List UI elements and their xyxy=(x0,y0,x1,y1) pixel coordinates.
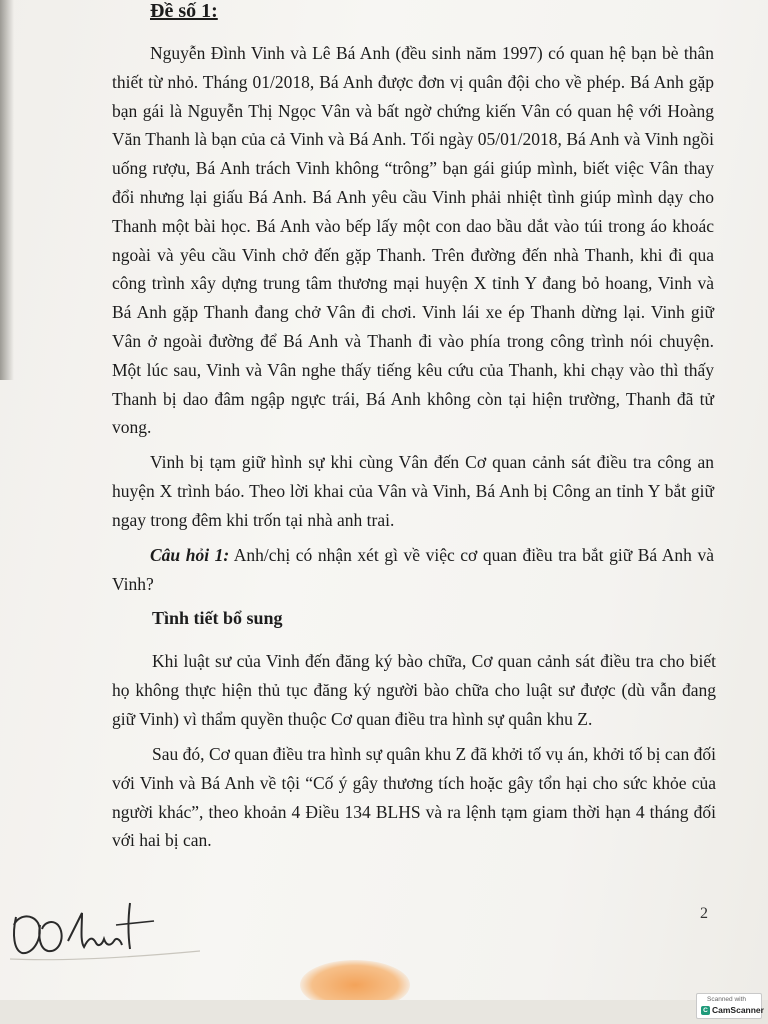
question-text: Anh/chị có nhận xét gì về việc cơ quan điều tra bắt giữ Bá Anh và Vinh? xyxy=(112,545,714,594)
paragraph-prosecution: Sau đó, Cơ quan điều tra hình sự quân khu Z đã khởi tố vụ án, khởi tố bị can đối với Vinh và Bá Anh về tội “Cố ý gây thương tích hoặc gây tổn hại cho sức khỏe của người khác”, theo khoản 4 Điều 134 BLHS và ra lệnh tạm giam thời hạn 4 tháng đối với hai bị can. xyxy=(112,744,716,851)
page-number: 2 xyxy=(700,905,708,922)
question-label: Câu hỏi 1: xyxy=(150,545,230,565)
camscanner-watermark xyxy=(696,993,762,1019)
signature-icon xyxy=(4,895,204,965)
exam-heading: Đề số 1: xyxy=(150,0,218,22)
page-shadow xyxy=(0,0,14,380)
paragraph-detention: Vinh bị tạm giữ hình sự khi cùng Vân đến Cơ quan cảnh sát điều tra công an huyện X trình báo. Theo lời khai của Vân và Vinh, Bá Anh bị Công an tỉnh Y bắt giữ ngay trong đêm khi trốn tại nhà anh trai. xyxy=(112,452,714,530)
paragraph-case-facts: Nguyễn Đình Vinh và Lê Bá Anh (đều sinh năm 1997) có quan hệ bạn bè thân thiết từ nhỏ. Tháng 01/2018, Bá Anh được đơn vị quân đội cho về phép. Bá Anh gặp bạn gái là Nguyễn Thị Ngọc Vân và bất ngờ chứng kiến Vân có quan hệ với Hoàng Văn Thanh là bạn của cả Vinh và Bá Anh. Tối ngày 05/01/2018, Bá Anh và Vinh ngồi uống rượu, Bá Anh trách Vinh không “trông” bạn gái giúp mình, biết việc Vân thay đổi nhưng lại giấu Bá Anh. Bá Anh yêu cầu Vinh phải nhiệt tình giúp mình dạy cho Thanh một bài học. Bá Anh vào bếp lấy một con dao bầu dắt vào túi trong áo khoác ngoài và yêu cầu Vinh chở đến gặp Thanh. Trên đường đến nhà Thanh, khi đi qua công trình xây dựng trung tâm thương mại huyện X tỉnh Y đang bỏ hoang, Vinh và Bá Anh gặp Thanh đang chở Vân đi chơi. Vinh lái xe ép Thanh dừng lại. Vinh giữ Vân ở ngoài đường để Bá Anh và Thanh đi vào phía trong công trình nói chuyện. Một lúc sau, Vinh và Vân nghe thấy tiếng kêu cứu của Thanh, khi chạy vào thì thấy Thanh bị dao đâm ngập ngực trái, Bá Anh không còn tại hiện trường, Thanh đã tử vong. xyxy=(112,43,714,438)
supplementary-subheading: Tình tiết bổ sung xyxy=(152,608,283,628)
watermark-caption: Scanned with xyxy=(707,996,747,1003)
camscanner-logo-icon: C xyxy=(701,1006,710,1015)
paragraph-defense-lawyer: Khi luật sư của Vinh đến đăng ký bào chữa, Cơ quan cảnh sát điều tra cho biết họ không thực hiện thủ tục đăng ký người bào chữa cho luật sư được (dù vẫn đang giữ Vinh) vì thẩm quyền thuộc Cơ quan điều tra hình sự quân khu Z. xyxy=(112,651,716,729)
orange-smudge xyxy=(300,960,410,1000)
watermark-brand: CamScanner xyxy=(712,1005,764,1015)
question-1 xyxy=(112,541,714,599)
